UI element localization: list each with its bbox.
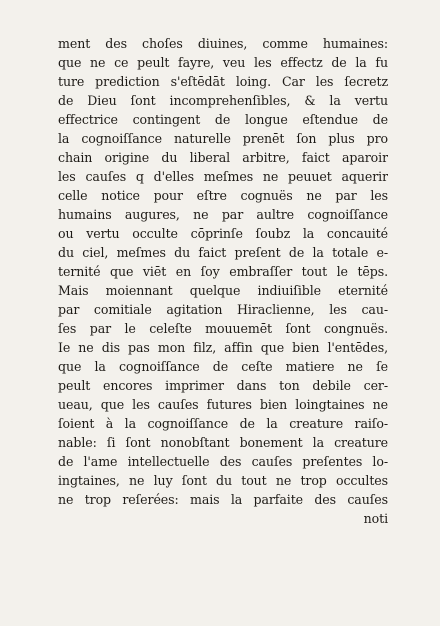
text-line-23: de l'ame intellectuelle des cauſes preſentes lo- [58, 454, 388, 469]
text-line-8: les cauſes q d'elles meſmes ne peuuet aquerir [58, 169, 388, 184]
text-line-11: ou vertu occulte cōprinſe ſoubz la concauité [58, 226, 388, 241]
text-line-9: celle notice pour eſtre cognuës ne par les [58, 188, 388, 203]
text-line-7: chain origine du liberal arbitre, faict aparoir [58, 150, 388, 165]
page-text [58, 34, 388, 528]
text-line-20: ueau, que les cauſes futures bien loingtaines ne [58, 397, 388, 412]
text-line-3: ture prediction s'eſtēdāt loing. Car les ſecretz [58, 74, 388, 89]
text-line-5: effectrice contingent de longue eſtendue de [58, 112, 388, 127]
text-line-2: que ne ce peult fayre, veu les effectz de la fu [58, 55, 388, 70]
text-line-24: ingtaines, ne luy ſont du tout ne trop occultes [58, 473, 388, 488]
text-line-25: ne trop reſerées: mais la parfaite des cauſes [58, 492, 388, 507]
text-line-6: la cognoiſſance naturelle prenēt ſon plus pro [58, 131, 388, 146]
text-line-21: ſoient à la cognoiſſance de la creature raiſo- [58, 416, 388, 431]
text-line-10: humains augures, ne par aultre cognoiſſance [58, 207, 388, 222]
catchword: noti [363, 511, 388, 526]
text-line-18: que la cognoiſſance de ceſte matiere ne ſe [58, 359, 388, 374]
text-line-22: nable: ſi ſont nonobſtant bonement la creature [58, 435, 388, 450]
text-line-17: Ie ne dis pas mon filz, affin que bien l'entēdes, [58, 340, 388, 355]
text-line-14: Mais moiennant quelque indiuiſible eternité [58, 283, 388, 298]
text-line-16: ſes par le celeſte mouuemēt ſont congnuës. [58, 321, 388, 336]
text-line-4: de Dieu ſont incomprehenſibles, & la vertu [58, 93, 388, 108]
text-line-19: peult encores imprimer dans ton debile cer- [58, 378, 388, 393]
text-line-12: du ciel, meſmes du faict preſent de la totale e- [58, 245, 388, 260]
text-line-15: par comitiale agitation Hiraclienne, les cau- [58, 302, 388, 317]
text-line-1: ment des choſes diuines, comme humaines: [58, 36, 388, 51]
text-line-13: ternité que viēt en ſoy embraſſer tout le tēps. [58, 264, 388, 279]
